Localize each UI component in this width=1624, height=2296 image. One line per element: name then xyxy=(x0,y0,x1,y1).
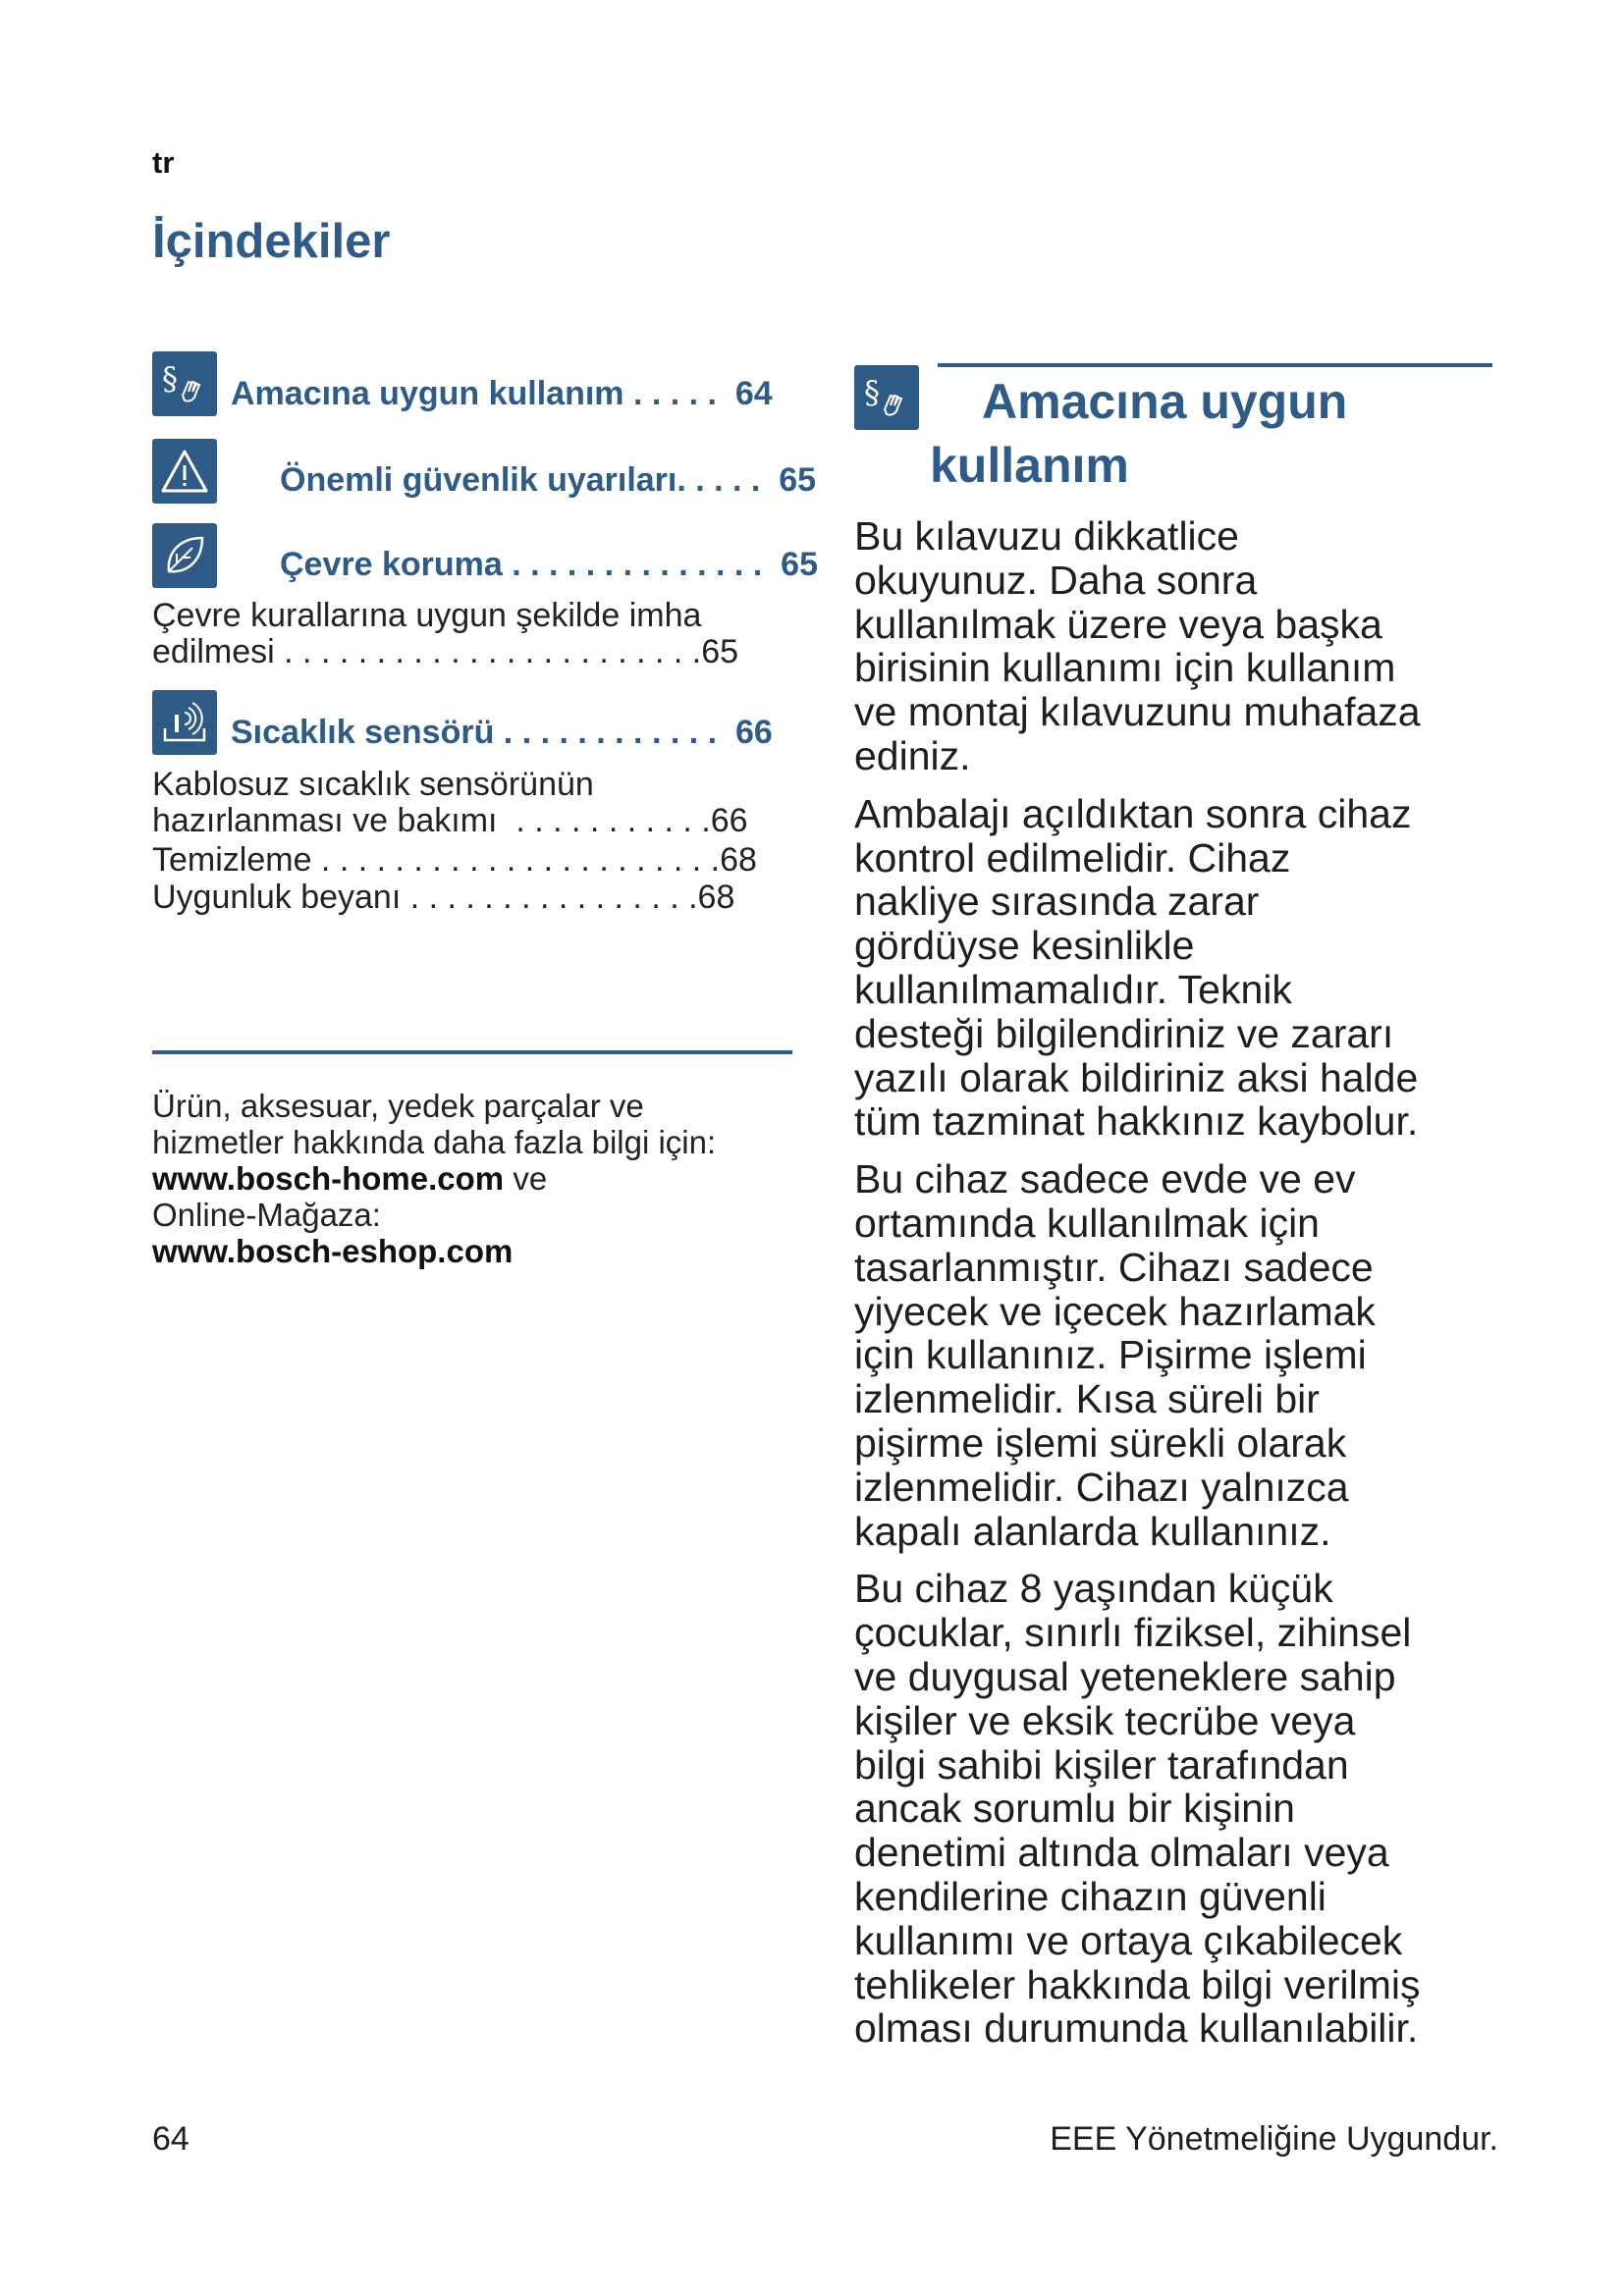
toc-item-sensor[interactable]: Sıcaklık sensörü . . . . . . . . . . . . 66 xyxy=(231,714,773,751)
section-rule xyxy=(938,363,1492,367)
section-title-2: kullanım xyxy=(930,438,1129,493)
toc-sub-temizleme[interactable]: Temizleme . . . . . . . . . . . . . . . . . . . . . .68 xyxy=(152,841,757,879)
page-number: 64 xyxy=(152,2120,189,2158)
paragraph-4: Bu cihaz 8 yaşından küçük çocuklar, sınırlı fiziksel, zihinsel ve duygusal yeteneklere sahip kişiler ve eksik tecrübe veya bilgi sahibi kişiler tarafından ancak sorumlu bir kişinin denetimi altında olmaları veya kendilerine cihazın güvenli kullanımı ve ortaya çıkabilecek tehlikeler hakkında bilgi verilmiş olması durumunda kullanılabilir. xyxy=(854,1566,1421,2052)
info-ve: ve xyxy=(504,1160,548,1197)
toc-sub-uygunluk[interactable]: Uygunluk beyanı . . . . . . . . . . . . . . . .68 xyxy=(152,879,735,916)
paragraph-hand-icon xyxy=(152,351,217,416)
toc-sub-cevre-2[interactable]: edilmesi . . . . . . . . . . . . . . . . . . . . . . .65 xyxy=(152,633,739,670)
toc-title: İçindekiler xyxy=(152,215,391,268)
toc-item-amacina[interactable]: Amacına uygun kullanım . . . . . 64 xyxy=(231,375,773,412)
paragraph-2: Ambalajı açıldıktan sonra cihaz kontrol edilmelidir. Cihaz nakliye sırasında zarar gördüyse kesinlikle kullanılmamalıdır. Teknik desteği bilgilendiriniz ve zararı yazılı olarak bildiriniz aksi halde tüm tazminat hakkınız kaybolur. xyxy=(854,790,1419,1145)
warning-triangle-icon xyxy=(152,439,217,504)
toc-item-cevre[interactable]: Çevre koruma . . . . . . . . . . . . . . 65 xyxy=(280,546,818,583)
divider xyxy=(152,1050,792,1054)
paragraph-3: Bu cihaz sadece evde ve ev ortamında kullanılmak için tasarlanmıştır. Cihazı sadece yiyecek ve içecek hazırlamak için kullanınız. Pişirme işlemi izlenmelidir. Kısa süreli bir pişirme işlemi sürekli olarak izlenmelidir. Cihazı yalnızca kapalı alanlarda kullanınız. xyxy=(854,1156,1376,1554)
toc-sub-cevre-1[interactable]: Çevre kurallarına uygun şekilde imha xyxy=(152,597,702,634)
bosch-home-link[interactable]: www.bosch-home.com xyxy=(152,1160,505,1197)
toc-sub-sensor-2[interactable]: hazırlanması ve bakımı . . . . . . . . . . .66 xyxy=(152,802,748,839)
info-line-1: Ürün, aksesuar, yedek parçalar ve xyxy=(152,1088,644,1124)
language-code: tr xyxy=(152,145,175,180)
info-line-2: hizmetler hakkında daha fazla bilgi için: xyxy=(152,1124,717,1160)
svg-text:§: § xyxy=(864,374,880,411)
bosch-eshop-link[interactable]: www.bosch-eshop.com xyxy=(152,1233,514,1269)
temperature-sensor-icon xyxy=(152,690,217,755)
svg-text:§: § xyxy=(162,360,178,398)
info-line-4: Online-Mağaza: xyxy=(152,1197,381,1233)
leaf-icon xyxy=(152,523,217,588)
section-body xyxy=(854,514,1502,2064)
compliance-note: EEE Yönetmeliğine Uygundur. xyxy=(1050,2120,1498,2158)
paragraph-hand-icon xyxy=(854,365,919,430)
more-info-block xyxy=(152,1088,800,1269)
paragraph-1: Bu kılavuzu dikkatlice okuyunuz. Daha sonra kullanılmak üzere veya başka birisinin kullanımı için kullanım ve montaj kılavuzunu muhafaza ediniz. xyxy=(854,513,1421,778)
toc-sub-sensor-1: Kablosuz sıcaklık sensörünün xyxy=(152,766,594,803)
toc-item-guvenlik[interactable]: Önemli güvenlik uyarıları. . . . . 65 xyxy=(280,461,817,499)
section-title-1: Amacına uygun xyxy=(982,374,1348,429)
